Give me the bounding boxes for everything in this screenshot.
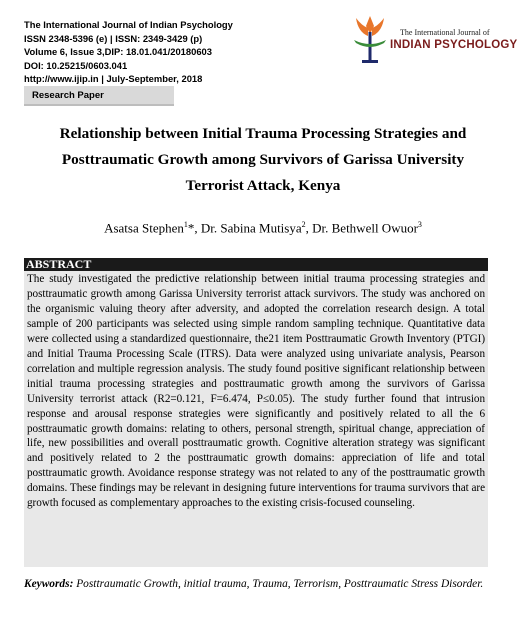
title-line: Relationship between Initial Trauma Processing Strategies and <box>59 125 467 142</box>
keywords-label: Keywords: <box>24 578 74 590</box>
title-line: Terrorist Attack, Kenya <box>185 176 341 194</box>
author-name: Dr. Sabina Mutisya <box>200 220 302 236</box>
author-name: Asatsa Stephen <box>104 220 184 236</box>
journal-url-date[interactable]: http://www.ijip.in | July-September, 2018 <box>24 73 203 85</box>
journal-header <box>24 18 344 86</box>
journal-name: The International Journal of Indian Psychology <box>24 19 233 30</box>
keywords-text: Posttraumatic Growth, initial trauma, Trauma, Terrorism, Posttraumatic Stress Disorder. <box>73 578 484 590</box>
journal-volume: Volume 6, Issue 3,DIP: 18.01.041/20180603 <box>24 46 212 58</box>
author-affiliation: 3 <box>417 220 422 229</box>
title-line: Posttraumatic Growth among Survivors of Garissa University <box>61 150 465 168</box>
author-separator: *, <box>187 220 201 236</box>
logo-small-text: The International Journal of <box>400 28 490 37</box>
trident-lotus-icon <box>348 14 392 66</box>
paper-title <box>20 121 506 198</box>
author-affiliation: 2 <box>301 220 306 229</box>
journal-issn: ISSN 2348-5396 (e) | ISSN: 2349-3429 (p) <box>24 32 203 44</box>
author-name: Dr. Bethwell Owuor <box>312 220 418 236</box>
journal-doi: DOI: 10.25215/0603.041 <box>24 59 128 71</box>
paper-type-tag: Research Paper <box>24 86 174 106</box>
abstract-body: The study investigated the predictive relationship between initial trauma processing strategies and posttraumatic growth among Garissa University terrorist attack survivors. The study was anchored on the organismic valuing theory after adversity, and adopted the correlation research design. A total sample of 200 participants was selected using simple random sampling technique. Quantitative data were collected using a standardized questionnaire, the21 item Posttraumatic Growth Inventory (PTGI) and Initial Trauma Processing Scale (ITRS). Data were analyzed using univariate analysis, Pearson correlation and multiple regression analysis. The study found positive significant relationship between initial trauma processing strategies and posttraumatic growth among the survivors of Garissa University terrorist attack (R2=0.121, F=6.474, P≤0.05). The study further found that intrusion response and arousal response strategies were significantly and positively related to all the 6 posttraumatic growth domains: relating to others, personal strength, spiritual change, appreciation of life, new possibilities and overall posttraumatic growth. Cognitive alteration strategy was significant and positively related to 2 the posttraumatic growth domains: appreciation of life and total posttraumatic growth. Avoidance response strategy was not related to any of the posttraumatic growth domains. These findings may be relevant in designing future interventions for trauma survivors that are growth focused as complementary approaches to the existing crisis-focused counseling. <box>24 271 488 567</box>
journal-logo <box>348 14 518 66</box>
author-list <box>20 220 506 236</box>
logo-big-text: INDIAN PSYCHOLOGY <box>390 39 518 51</box>
author-separator: , <box>305 220 313 236</box>
abstract-heading: ABSTRACT <box>24 258 488 271</box>
keywords <box>24 577 492 591</box>
author-affiliation: 1 <box>183 220 188 229</box>
